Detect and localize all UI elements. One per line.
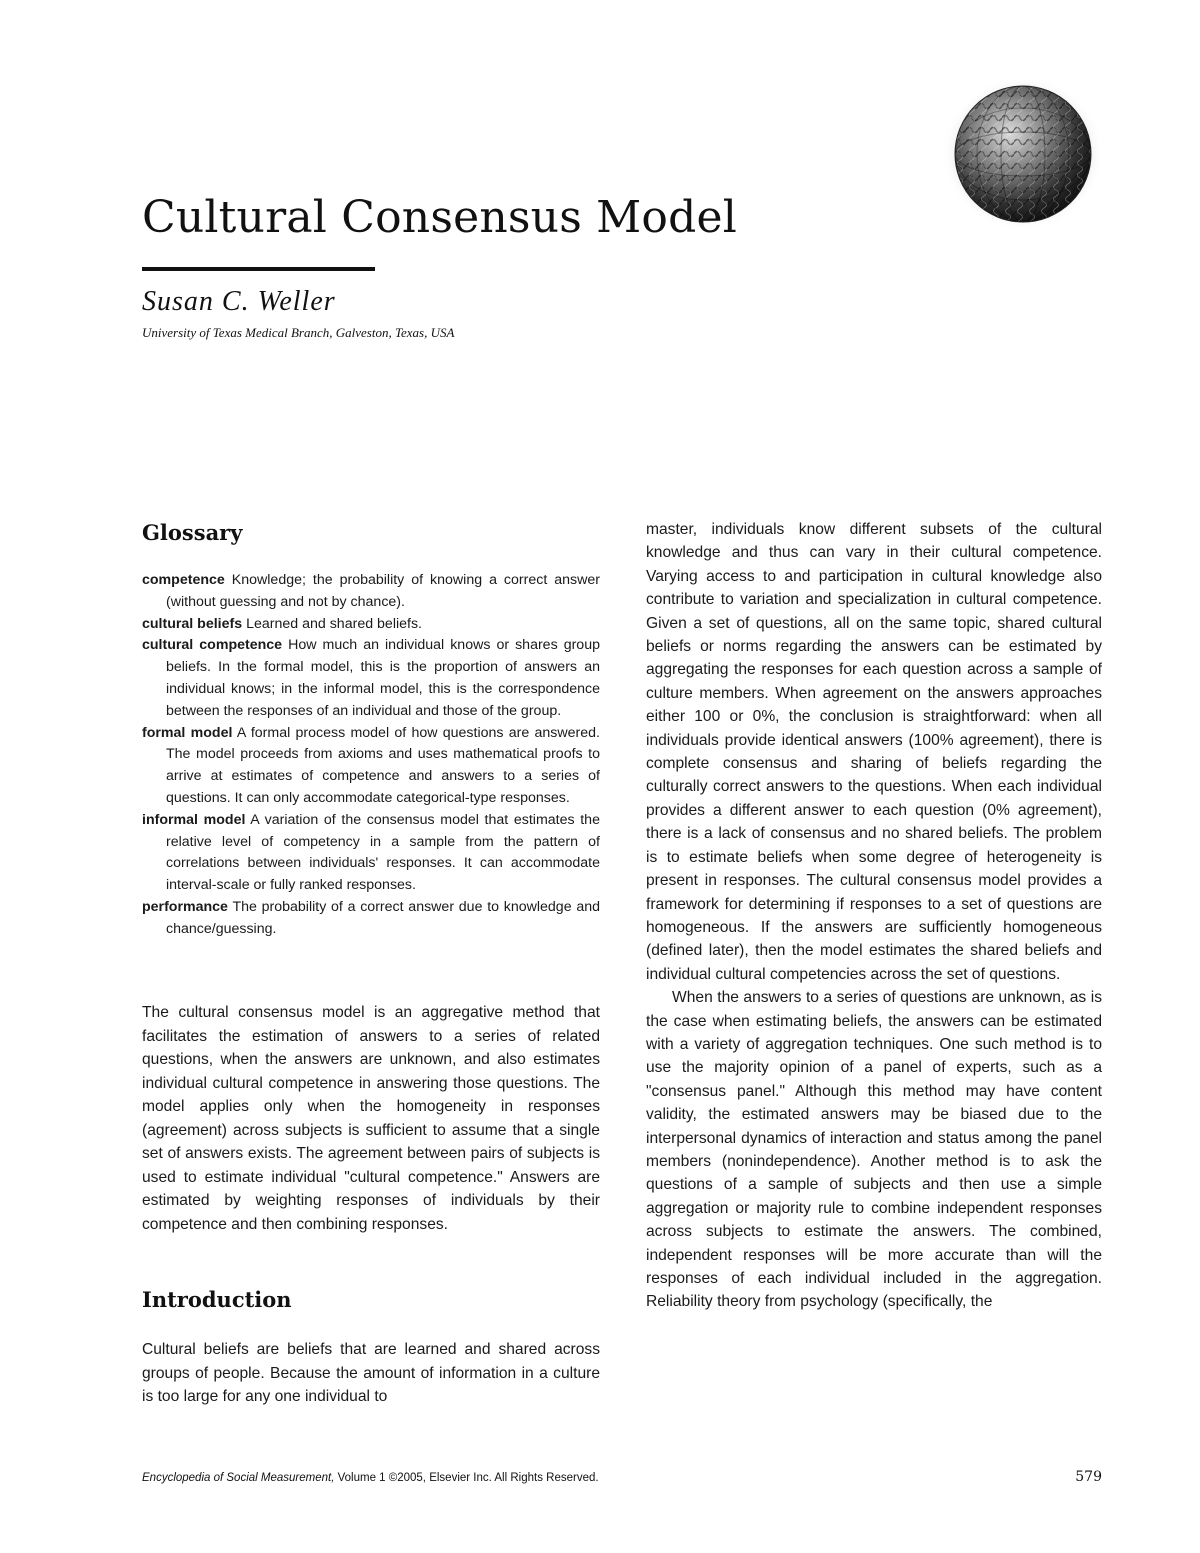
introduction-paragraph-2: When the answers to a series of questions are unknown, as is the case when estimating beliefs, the answers can be estimated with a variety of aggregation techniques. One such method is to use the majority opinion of a panel of experts, such as a "consensus panel." Although this method may have content validity, the estimated answers may be biased due to the interpersonal dynamics of interaction and status among the panel members (nonindependence). Another method is to ask the questions of a sample of subjects and then use a simple aggregation or majority rule to combine independent responses across subjects to estimate the answers. The combined, independent responses will be more accurate than will the responses of each individual included in the aggregation. Reliability theory from psychology (specifically, the xyxy=(646,989,1102,1311)
glossary-definition: A formal process model of how questions are answered. The model proceeds from axioms and uses mathematical proofs to arrive at estimates of competence and answers to a series of questions. It can only accommodate categorical-type responses. xyxy=(166,724,600,806)
glossary-entry xyxy=(142,810,600,897)
author-affiliation: University of Texas Medical Branch, Galveston, Texas, USA xyxy=(142,325,455,340)
glossary-entry xyxy=(142,897,600,941)
footer-rights: Volume 1 ©2005, Elsevier Inc. All Rights Reserved. xyxy=(334,1472,599,1484)
glossary-term: performance xyxy=(142,898,228,915)
glossary-definition: A variation of the consensus model that estimates the relative level of competency in a sample from the pattern of correlations between individuals' responses. It can accommodate interval-scale or fully ranked responses. xyxy=(166,811,600,894)
glossary-term: cultural competence xyxy=(142,637,283,654)
glossary-term: informal model xyxy=(142,811,246,828)
introduction-paragraph-continued: master, individuals know different subsets of the cultural knowledge and thus can vary in their cultural competence. Varying access to and participation in cultural knowledge also contribute to variation and specialization in cultural competence. Given a set of questions, all on the same topic, shared cultural beliefs or norms regarding the answers can be estimated by aggregating the responses for each question across a sample of culture members. When agreement on the answers approaches either 100 or 0%, the conclusion is straightforward: when all individuals provide identical answers (100% agreement), there is complete consensus and sharing of beliefs regarding the culturally correct answers to the questions. When each individual provides a different answer to each question (0% agreement), there is a lack of consensus and no shared beliefs. The problem is to estimate beliefs when some degree of heterogeneity is present in responses. The cultural consensus model provides a framework for determining if responses to a set of questions are homogeneous. If the answers are sufficiently homogeneous (defined later), then the model estimates the shared beliefs and individual cultural competencies across the set of questions. xyxy=(646,521,1102,983)
right-column xyxy=(646,518,1102,1314)
glossary-term: competence xyxy=(142,572,225,588)
glossary-definition: Learned and shared beliefs. xyxy=(246,615,422,632)
introduction-paragraph-start: Cultural beliefs are beliefs that are learned and shared across groups of people. Because the amount of information in a culture is too large for any one individual to xyxy=(142,1341,600,1405)
glossary-entry xyxy=(142,570,600,614)
glossary-entry xyxy=(142,723,600,810)
glossary-definition: The probability of a correct answer due to knowledge and chance/guessing. xyxy=(166,898,600,937)
glossary-term: formal model xyxy=(142,724,233,741)
glossary-entry xyxy=(142,635,600,722)
glossary-term: cultural beliefs xyxy=(142,615,243,632)
glossary-heading: Glossary xyxy=(142,520,243,545)
footer-journal: Encyclopedia of Social Measurement, xyxy=(142,1472,335,1484)
author-name: Susan C. Weller xyxy=(142,286,336,317)
glossary-list xyxy=(142,570,600,941)
title-rule xyxy=(142,267,375,271)
glossary-entry xyxy=(142,614,600,636)
page-number: 579 xyxy=(1075,1469,1102,1485)
glossary-definition: Knowledge; the probability of knowing a correct answer (without guessing and not by chance). xyxy=(166,572,600,610)
article-title: Cultural Consensus Model xyxy=(142,192,737,243)
introduction-heading: Introduction xyxy=(142,1287,292,1312)
footer-citation xyxy=(142,1470,599,1486)
abstract-paragraph: The cultural consensus model is an aggregative method that facilitates the estimation of answers to a series of related questions, when the answers are unknown, and also estimates individual cultural competence in answering those questions. The model applies only when the homogeneity in responses (agreement) across subjects is sufficient to assume that a single set of answers exists. The agreement between pairs of subjects is used to estimate individual "cultural competence." Answers are estimated by weighting responses of individuals by their competence and then combining responses. xyxy=(142,1004,600,1233)
glossary-definition: How much an individual knows or shares group beliefs. In the formal model, this is the proportion of answers an individual knows; in the informal model, this is the correspondence between the responses of an individual and those of the group. xyxy=(166,637,600,719)
header-sphere-image xyxy=(942,76,1104,231)
